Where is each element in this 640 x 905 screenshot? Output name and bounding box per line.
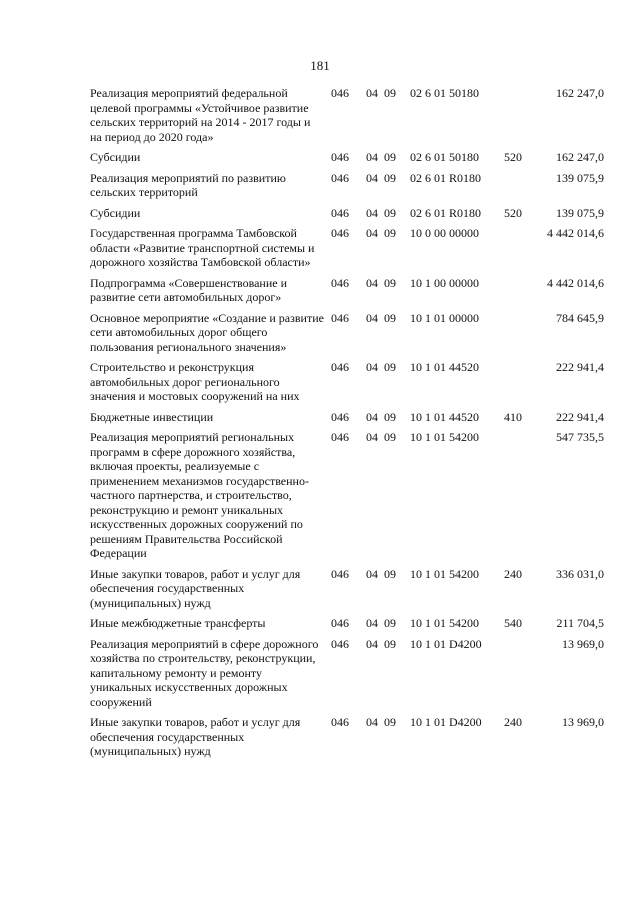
section-code: 04 (366, 409, 378, 424)
subsection-code: 09 (384, 360, 396, 374)
row-name: Реализация мероприятий в сфере дорожного хозяйства по строительству, реконструкции, капитальному ремонту и ремонту уникальных искусственных дорожных сооружений (90, 636, 319, 709)
amount: 4 442 014,6 (547, 275, 604, 290)
department-code: 046 (331, 275, 349, 290)
target-article-code: 02 6 01 R0180 (410, 170, 482, 185)
amount: 13 969,0 (562, 715, 604, 729)
section-code: 04 (366, 226, 378, 240)
section-code: 04 (366, 715, 378, 729)
target-article-code: 10 1 01 54200 (410, 430, 479, 444)
subsection-code: 09 (384, 275, 396, 290)
expense-type-code: 520 (504, 205, 522, 220)
row-name: Основное мероприятие «Создание и развитие сети автомобильных дорог общего пользования регионального значения» (90, 310, 324, 354)
department-code: 046 (331, 636, 349, 651)
amount: 162 247,0 (556, 86, 604, 100)
row-name: Строительство и реконструкция автомобильных дорог регионального значения и мостовых сооружений на них (90, 360, 300, 403)
amount: 547 735,5 (556, 430, 604, 444)
department-code: 046 (331, 409, 349, 424)
table-row (0, 86, 640, 144)
table-row (0, 226, 640, 270)
amount: 222 941,4 (556, 409, 604, 424)
expense-type-code: 240 (504, 715, 522, 729)
target-article-code: 10 1 01 54200 (410, 566, 479, 581)
row-name: Государственная программа Тамбовской области «Развитие транспортной системы и дорожного хозяйства Тамбовской области» (90, 226, 315, 269)
department-code: 046 (331, 86, 349, 100)
target-article-code: 02 6 01 R0180 (410, 205, 482, 220)
section-code: 04 (366, 170, 378, 185)
department-code: 046 (331, 430, 349, 444)
table-row (0, 311, 640, 355)
section-code: 04 (366, 360, 378, 374)
target-article-code: 10 0 00 00000 (410, 226, 479, 240)
row-name: Реализация мероприятий по развитию сельских территорий (90, 170, 286, 199)
table-row (0, 360, 640, 404)
target-article-code: 02 6 01 50180 (410, 150, 479, 164)
department-code: 046 (331, 566, 349, 581)
subsection-code: 09 (384, 310, 396, 325)
section-code: 04 (366, 150, 378, 164)
amount: 222 941,4 (556, 360, 604, 374)
row-name: Реализация мероприятий региональных программ в сфере дорожного хозяйства, включая проекты, реализуемые с применением механизмов государственно-частного партнерства, и строительство, реконструкцию и ремонт уникальных искусственных дорожных сооружений по решениям Правительства Российской Федерации (90, 430, 309, 560)
amount: 139 075,9 (556, 170, 604, 185)
subsection-code: 09 (384, 226, 396, 240)
table-row (0, 616, 640, 631)
table-row (0, 171, 640, 200)
department-code: 046 (331, 226, 349, 240)
row-name: Субсидии (90, 205, 141, 220)
target-article-code: 10 1 01 D4200 (410, 715, 482, 729)
subsection-code: 09 (384, 409, 396, 424)
expense-type-code: 410 (504, 409, 522, 424)
target-article-code: 10 1 01 54200 (410, 616, 479, 630)
expense-type-code: 240 (504, 566, 522, 581)
subsection-code: 09 (384, 566, 396, 581)
amount: 162 247,0 (556, 150, 604, 164)
department-code: 046 (331, 715, 349, 729)
section-code: 04 (366, 310, 378, 325)
page-number: 181 (310, 58, 330, 73)
table-row (0, 567, 640, 611)
budget-table (0, 86, 640, 765)
row-name: Бюджетные инвестиции (90, 409, 214, 424)
target-article-code: 10 1 01 44520 (410, 409, 479, 424)
target-article-code: 10 1 01 44520 (410, 360, 479, 374)
table-row (0, 430, 640, 561)
table-row (0, 410, 640, 425)
row-name: Иные закупки товаров, работ и услуг для обеспечения государственных (муниципальных) нужд (90, 566, 301, 610)
subsection-code: 09 (384, 86, 396, 100)
amount: 336 031,0 (556, 566, 604, 581)
subsection-code: 09 (384, 636, 396, 651)
subsection-code: 09 (384, 150, 396, 164)
subsection-code: 09 (384, 205, 396, 220)
section-code: 04 (366, 566, 378, 581)
target-article-code: 02 6 01 50180 (410, 86, 479, 100)
expense-type-code: 520 (504, 150, 522, 164)
department-code: 046 (331, 310, 349, 325)
department-code: 046 (331, 360, 349, 374)
target-article-code: 10 1 01 D4200 (410, 636, 482, 651)
amount: 211 704,5 (556, 616, 604, 630)
table-row (0, 637, 640, 710)
section-code: 04 (366, 275, 378, 290)
table-row (0, 206, 640, 221)
expense-type-code: 540 (504, 616, 522, 630)
department-code: 046 (331, 205, 349, 220)
section-code: 04 (366, 205, 378, 220)
target-article-code: 10 1 01 00000 (410, 310, 479, 325)
row-name: Иные межбюджетные трансферты (90, 616, 266, 630)
amount: 13 969,0 (562, 636, 604, 651)
subsection-code: 09 (384, 715, 396, 729)
row-name: Иные закупки товаров, работ и услуг для обеспечения государственных (муниципальных) нужд (90, 715, 301, 758)
subsection-code: 09 (384, 430, 396, 444)
amount: 4 442 014,6 (547, 226, 604, 240)
section-code: 04 (366, 636, 378, 651)
department-code: 046 (331, 170, 349, 185)
section-code: 04 (366, 86, 378, 100)
amount: 139 075,9 (556, 205, 604, 220)
department-code: 046 (331, 150, 349, 164)
section-code: 04 (366, 430, 378, 444)
department-code: 046 (331, 616, 349, 630)
subsection-code: 09 (384, 616, 396, 630)
table-row (0, 276, 640, 305)
row-name: Субсидии (90, 150, 141, 164)
row-name: Подпрограмма «Совершенствование и развитие сети автомобильных дорог» (90, 275, 288, 304)
table-row (0, 150, 640, 165)
row-name: Реализация мероприятий федеральной целевой программы «Устойчивое развитие сельских территорий на 2014 - 2017 годы и на период до 2020 года» (90, 86, 311, 144)
subsection-code: 09 (384, 170, 396, 185)
target-article-code: 10 1 00 00000 (410, 275, 479, 290)
section-code: 04 (366, 616, 378, 630)
amount: 784 645,9 (556, 310, 604, 325)
table-row (0, 715, 640, 759)
